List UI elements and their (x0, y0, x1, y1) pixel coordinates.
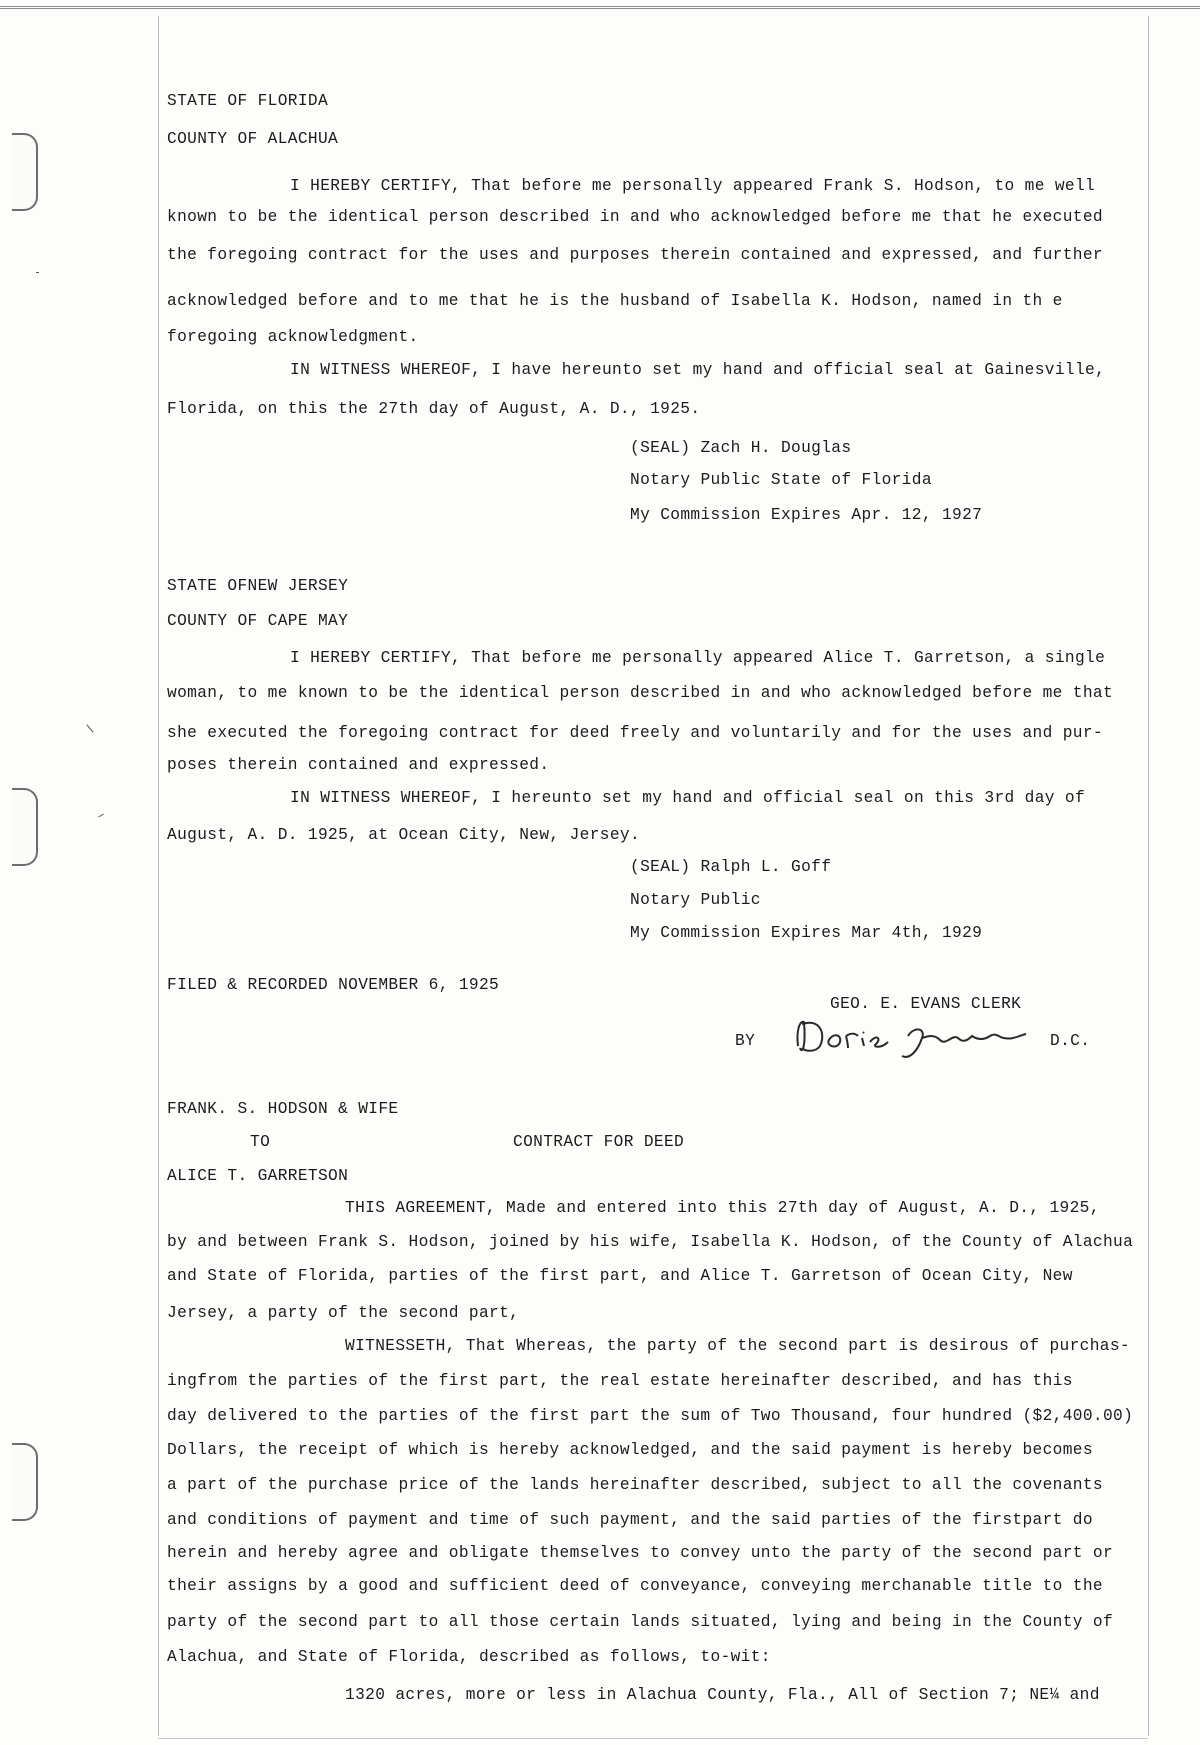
to-label: TO (250, 1133, 271, 1151)
margin-mark (86, 724, 93, 732)
paragraph-line: herein and hereby agree and obligate themselves to convey unto the party of the second part or (167, 1544, 1114, 1562)
paragraph-line: I HEREBY CERTIFY, That before me personally appeared Frank S. Hodson, to me well (290, 177, 1096, 195)
page-top-border (0, 6, 1200, 9)
margin-mark (98, 814, 104, 818)
paragraph-line: their assigns by a good and sufficient deed of conveyance, conveying merchanable title to the (167, 1577, 1103, 1595)
document-title: CONTRACT FOR DEED (513, 1133, 685, 1151)
notary-name: (SEAL) Zach H. Douglas (630, 439, 852, 457)
paragraph-line: and State of Florida, parties of the first part, and Alice T. Garretson of Ocean City, New (167, 1267, 1073, 1285)
paragraph-line: acknowledged before and to me that he is the husband of Isabella K. Hodson, named in th e (167, 292, 1063, 310)
clerk-line: GEO. E. EVANS CLERK (830, 995, 1022, 1013)
notary-commission: My Commission Expires Apr. 12, 1927 (630, 506, 983, 524)
binder-hole-middle (12, 788, 38, 866)
notary-title: Notary Public (630, 891, 761, 909)
paragraph-line: Alachua, and State of Florida, described as follows, to-wit: (167, 1648, 771, 1666)
paragraph-line: woman, to me known to be the identical person described in and who acknowledged before me that (167, 684, 1114, 702)
deputy-clerk-label: D.C. (1050, 1032, 1091, 1050)
binder-hole-top (12, 133, 38, 211)
notary-commission: My Commission Expires Mar 4th, 1929 (630, 924, 983, 942)
by-label: BY (735, 1032, 756, 1050)
paragraph-line: and conditions of payment and time of such payment, and the said parties of the firstpart do (167, 1511, 1093, 1529)
paragraph-line: known to be the identical person described in and who acknowledged before me that he executed (167, 208, 1103, 226)
paragraph-line: WITNESSETH, That Whereas, the party of the second part is desirous of purchas- (345, 1337, 1130, 1355)
witness-line: Florida, on this the 27th day of August, A. D., 1925. (167, 400, 701, 418)
witness-line: IN WITNESS WHEREOF, I hereunto set my hand and official seal on this 3rd day of (290, 789, 1086, 807)
paragraph-line: poses therein contained and expressed. (167, 756, 550, 774)
state-heading: STATE OF FLORIDA (167, 92, 329, 110)
county-heading: COUNTY OF CAPE MAY (167, 612, 349, 630)
paragraph-line: foregoing acknowledgment. (167, 328, 419, 346)
paragraph-line: 1320 acres, more or less in Alachua County, Fla., All of Section 7; NE¼ and (345, 1686, 1100, 1704)
paragraph-line: Dollars, the receipt of which is hereby acknowledged, and the said payment is hereby becomes (167, 1441, 1093, 1459)
left-margin-rule (158, 16, 159, 1736)
filed-recorded: FILED & RECORDED NOVEMBER 6, 1925 (167, 976, 500, 994)
right-margin-rule (1148, 16, 1149, 1736)
bottom-margin-rule (158, 1738, 1148, 1739)
paragraph-line: THIS AGREEMENT, Made and entered into this 27th day of August, A. D., 1925, (345, 1199, 1100, 1217)
first-party: FRANK. S. HODSON & WIFE (167, 1100, 399, 1118)
notary-name: (SEAL) Ralph L. Goff (630, 858, 832, 876)
paragraph-line: she executed the foregoing contract for deed freely and voluntarily and for the uses and pur- (167, 724, 1103, 742)
paragraph-line: ingfrom the parties of the first part, the real estate hereinafter described, and has this (167, 1372, 1073, 1390)
deputy-clerk-signature (790, 1008, 1040, 1068)
paragraph-line: day delivered to the parties of the first part the sum of Two Thousand, four hundred ($2,400.00) (167, 1407, 1134, 1425)
notary-title: Notary Public State of Florida (630, 471, 932, 489)
witness-line: IN WITNESS WHEREOF, I have hereunto set my hand and official seal at Gainesville, (290, 361, 1106, 379)
margin-mark (36, 272, 39, 273)
paragraph-line: by and between Frank S. Hodson, joined by his wife, Isabella K. Hodson, of the County of Alachua (167, 1233, 1134, 1251)
paragraph-line: a part of the purchase price of the lands hereinafter described, subject to all the covenants (167, 1476, 1103, 1494)
paragraph-line: Jersey, a party of the second part, (167, 1304, 520, 1322)
binder-hole-bottom (12, 1443, 38, 1521)
state-heading: STATE OFNEW JERSEY (167, 577, 349, 595)
county-heading: COUNTY OF ALACHUA (167, 130, 339, 148)
witness-line: August, A. D. 1925, at Ocean City, New, Jersey. (167, 826, 641, 844)
second-party: ALICE T. GARRETSON (167, 1167, 349, 1185)
paragraph-line: I HEREBY CERTIFY, That before me personally appeared Alice T. Garretson, a single (290, 649, 1106, 667)
paragraph-line: the foregoing contract for the uses and purposes therein contained and expressed, and further (167, 246, 1103, 264)
paragraph-line: party of the second part to all those certain lands situated, lying and being in the County of (167, 1613, 1114, 1631)
